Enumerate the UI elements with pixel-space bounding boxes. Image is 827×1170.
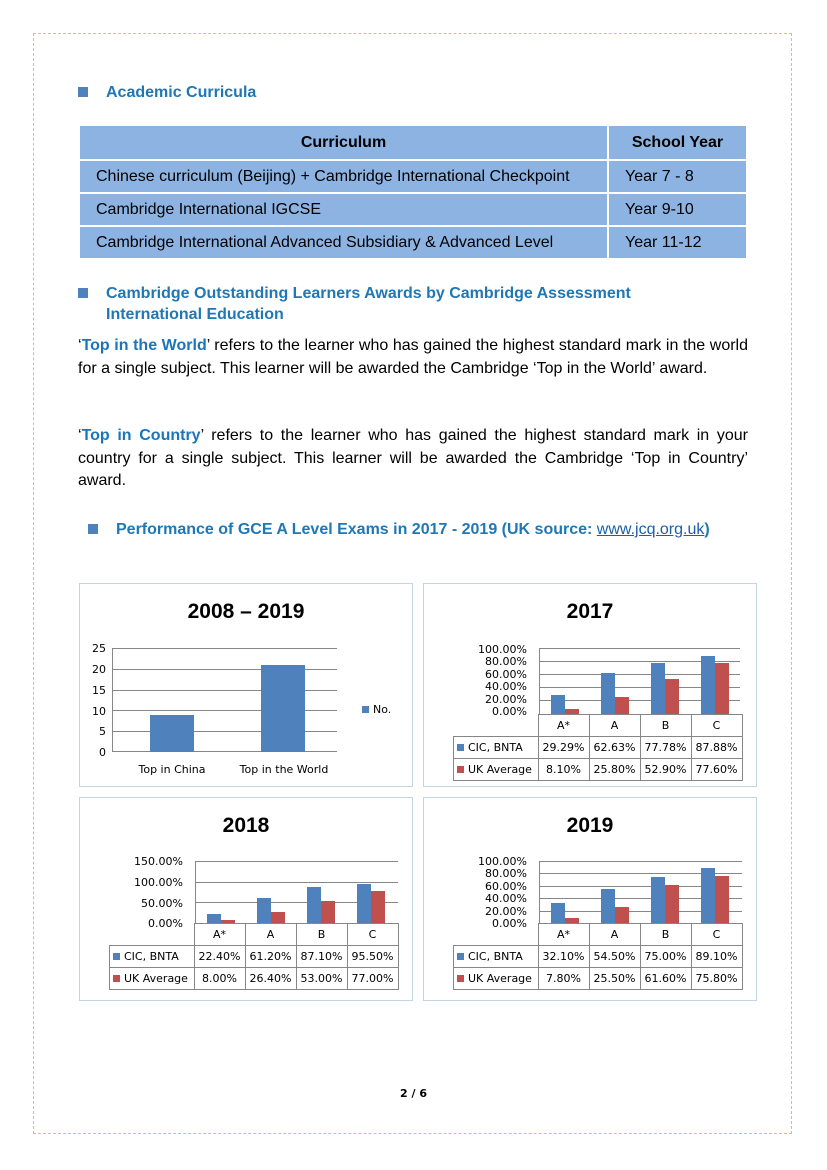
series-label: UK Average [468, 763, 532, 776]
y-tick: 25 [92, 642, 106, 655]
bar-cic-a [601, 673, 615, 714]
y-tick: 15 [92, 684, 106, 697]
bar-uk-b [321, 901, 335, 923]
category-label: A* [194, 924, 245, 946]
data-cell: 54.50% [589, 946, 640, 968]
y-tick: 80.00% [485, 655, 527, 668]
x-label: Top in China [138, 763, 206, 776]
cell-curriculum: Cambridge International IGCSE [79, 193, 608, 226]
bar-top-in-china [150, 715, 194, 752]
category-label: A [589, 924, 640, 946]
legend-swatch-blue [457, 744, 464, 751]
data-cell: 61.60% [640, 968, 691, 990]
legend-swatch-red [457, 766, 464, 773]
data-cell: 22.40% [194, 946, 245, 968]
category-label: B [296, 924, 347, 946]
table-row [454, 946, 743, 968]
chart-2017 [423, 583, 757, 787]
y-tick: 100.00% [134, 876, 183, 889]
section-heading-awards [78, 283, 631, 325]
square-bullet-icon [78, 288, 88, 298]
bar-uk-a [271, 912, 285, 923]
chart-2018 [79, 797, 413, 1001]
y-tick: 40.00% [485, 680, 527, 693]
data-table [109, 923, 399, 990]
data-cell: 95.50% [347, 946, 398, 968]
column-header-school-year: School Year [608, 125, 747, 160]
category-label: B [640, 924, 691, 946]
table-header-row [79, 125, 747, 160]
cell-curriculum: Chinese curriculum (Beijing) + Cambridge International Checkpoint [79, 160, 608, 193]
plot-area [539, 648, 740, 714]
data-cell: 87.88% [691, 737, 742, 759]
category-label: A [245, 924, 296, 946]
bar-uk-b [665, 885, 679, 923]
bar-top-in-world [261, 665, 305, 752]
bar-cic-c [701, 868, 715, 923]
cell-school-year: Year 11-12 [608, 226, 747, 259]
series-label: UK Average [124, 972, 188, 985]
y-tick: 150.00% [134, 855, 183, 868]
x-label: Top in the World [239, 763, 329, 776]
y-tick: 20 [92, 663, 106, 676]
legend-swatch-blue [457, 953, 464, 960]
y-tick: 10 [92, 705, 106, 718]
category-label: B [640, 715, 691, 737]
bar-cic-astar [207, 914, 221, 923]
cell-school-year: Year 7 - 8 [608, 160, 747, 193]
cell-curriculum: Cambridge International Advanced Subsidiary & Advanced Level [79, 226, 608, 259]
bar-cic-c [701, 656, 715, 714]
quote-mark: ‘ [78, 337, 82, 354]
legend-label: No. [373, 703, 392, 716]
data-cell: 8.10% [538, 759, 589, 781]
bar-cic-c [357, 884, 371, 924]
y-tick: 0.00% [148, 917, 183, 930]
data-cell: 26.40% [245, 968, 296, 990]
bar-cic-b [651, 663, 665, 714]
bar-cic-a [601, 889, 615, 923]
heading-text-block [106, 283, 631, 325]
data-table [453, 923, 743, 990]
y-tick: 0 [99, 746, 106, 759]
y-tick: 20.00% [485, 905, 527, 918]
data-cell: 87.10% [296, 946, 347, 968]
chart-title: 2019 [566, 814, 614, 837]
square-bullet-icon [88, 524, 98, 534]
data-cell: 8.00% [194, 968, 245, 990]
chart-title: 2018 [222, 814, 270, 837]
y-tick: 60.00% [485, 668, 527, 681]
data-cell: 53.00% [296, 968, 347, 990]
paragraph-text: ’ refers to the learner who has gained the highest standard mark in the world for a single subject. This learner will be awarded the Cambridge ‘Top in the World’ award. [78, 337, 749, 377]
heading-text-block [116, 519, 710, 540]
y-tick: 20.00% [485, 693, 527, 706]
bar-cic-astar [551, 903, 565, 923]
table-row [110, 968, 399, 990]
heading-text: Academic Curricula [106, 84, 257, 101]
data-cell: 75.80% [691, 968, 742, 990]
cell-school-year: Year 9-10 [608, 193, 747, 226]
jcq-link[interactable]: www.jcq.org.uk [596, 521, 705, 538]
category-label: A* [538, 924, 589, 946]
category-label: C [691, 715, 742, 737]
data-cell: 29.29% [538, 737, 589, 759]
section-heading-curricula [78, 82, 256, 103]
y-tick: 40.00% [485, 892, 527, 905]
paragraph-top-in-country [78, 425, 748, 493]
data-cell: 25.80% [589, 759, 640, 781]
table-row [79, 193, 747, 226]
bar-cic-b [651, 877, 665, 924]
chart-2019 [423, 797, 757, 1001]
data-cell: 61.20% [245, 946, 296, 968]
plot-area [195, 861, 398, 923]
series-label: CIC, BNTA [124, 950, 179, 963]
quote-mark: ‘ [78, 427, 82, 444]
legend [362, 703, 391, 716]
chart-2008-2019 [79, 583, 413, 787]
keyword-top-in-country: Top in Country [81, 427, 201, 444]
heading-end: ) [704, 521, 710, 538]
data-cell: 89.10% [691, 946, 742, 968]
bar-uk-c [715, 876, 729, 923]
paragraph-text: ’ refers to the learner who has gained the highest standard mark in your country for a single subject. This learner will be awarded the Cambridge ‘Top in Country’ award. [78, 427, 749, 489]
data-cell: 7.80% [538, 968, 589, 990]
keyword-top-in-world: Top in the World [81, 337, 207, 354]
heading-line-1: Cambridge Outstanding Learners Awards by Cambridge Assessment [106, 285, 631, 302]
legend-swatch-red [457, 975, 464, 982]
data-cell: 32.10% [538, 946, 589, 968]
bar-uk-c [371, 891, 385, 923]
y-tick: 5 [99, 725, 106, 738]
bar-uk-b [665, 679, 679, 714]
data-cell: 52.90% [640, 759, 691, 781]
paragraph-top-in-world [78, 335, 748, 380]
table-row [79, 160, 747, 193]
category-label: A [589, 715, 640, 737]
series-label: CIC, BNTA [468, 950, 523, 963]
y-tick: 60.00% [485, 880, 527, 893]
category-label: C [691, 924, 742, 946]
table-row [79, 226, 747, 259]
y-tick: 100.00% [478, 855, 527, 868]
bar-uk-a [615, 697, 629, 714]
bar-uk-c [715, 663, 729, 714]
heading-line-2: International Education [106, 306, 284, 323]
bar-cic-b [307, 887, 321, 923]
curricula-table [78, 124, 748, 260]
table-row [454, 737, 743, 759]
table-row [454, 759, 743, 781]
y-tick: 50.00% [141, 897, 183, 910]
data-table [453, 714, 743, 781]
legend-swatch-red [113, 975, 120, 982]
category-label: C [347, 924, 398, 946]
legend-swatch-blue [113, 953, 120, 960]
table-row [454, 968, 743, 990]
y-tick: 100.00% [478, 643, 527, 656]
chart-title: 2008 – 2019 [187, 600, 305, 623]
series-label: CIC, BNTA [468, 741, 523, 754]
data-cell: 77.60% [691, 759, 742, 781]
series-label: UK Average [468, 972, 532, 985]
y-tick: 0.00% [492, 705, 527, 718]
bar-uk-a [615, 907, 629, 923]
category-label: A* [538, 715, 589, 737]
page-number: 2 / 6 [400, 1087, 427, 1100]
plot-area [539, 861, 742, 923]
data-cell: 77.78% [640, 737, 691, 759]
data-cell: 75.00% [640, 946, 691, 968]
data-cell: 25.50% [589, 968, 640, 990]
section-heading-performance [88, 519, 710, 540]
plot-area [112, 648, 337, 752]
y-tick: 80.00% [485, 867, 527, 880]
bar-cic-astar [551, 695, 565, 714]
column-header-curriculum: Curriculum [79, 125, 608, 160]
heading-text: Performance of GCE A Level Exams in 2017 - 2019 (UK source: [116, 521, 597, 538]
gridline [113, 648, 337, 649]
bar-cic-a [257, 898, 271, 923]
chart-title: 2017 [566, 600, 614, 623]
table-row [110, 946, 399, 968]
legend-swatch-blue [362, 706, 369, 713]
data-cell: 62.63% [589, 737, 640, 759]
y-tick: 0.00% [492, 917, 527, 930]
data-cell: 77.00% [347, 968, 398, 990]
square-bullet-icon [78, 87, 88, 97]
